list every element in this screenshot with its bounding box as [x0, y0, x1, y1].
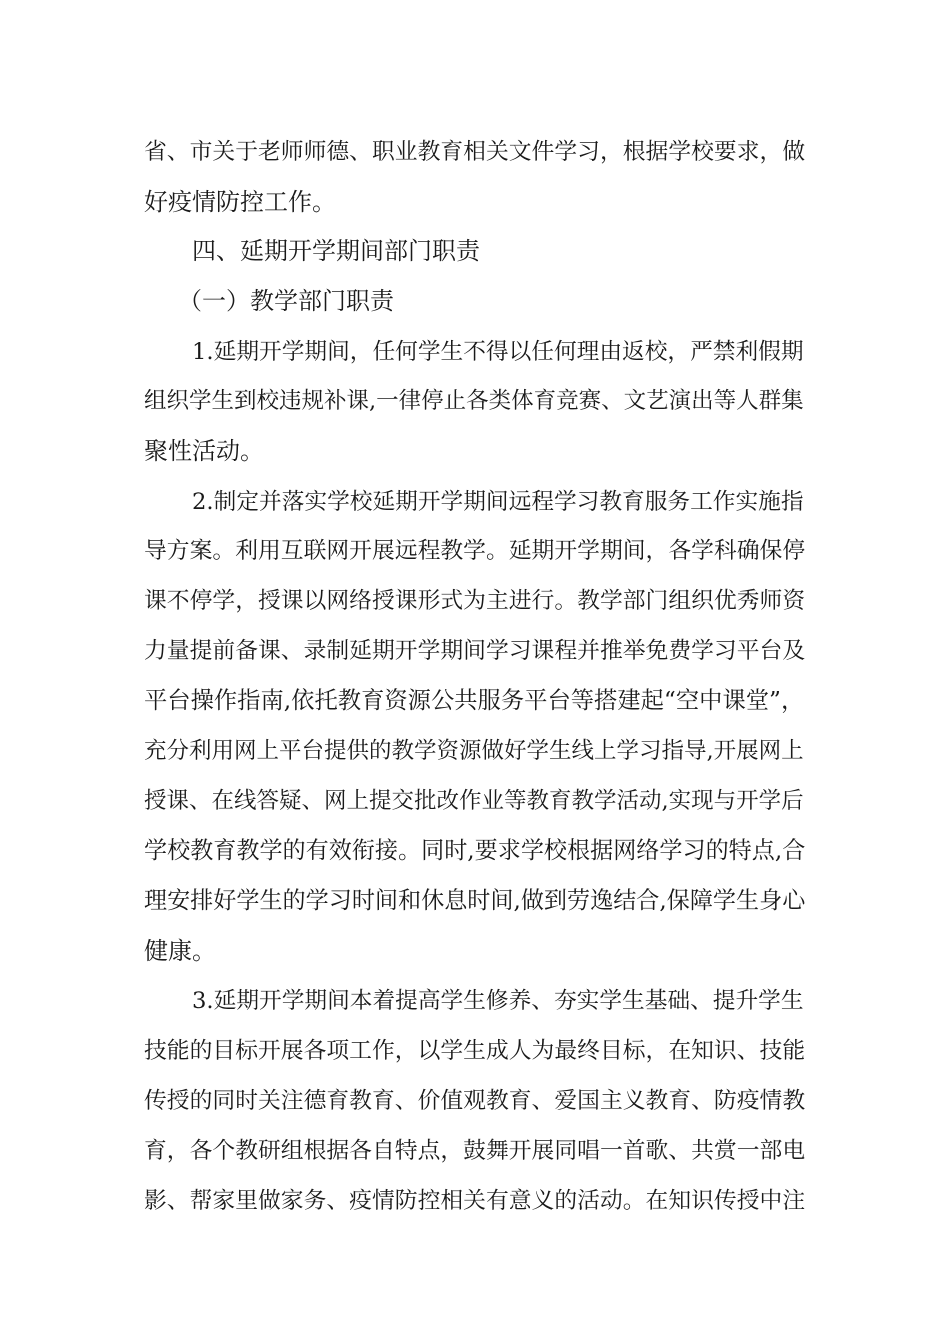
text-line: 学校教育教学的有效衔接。同时,要求学校根据网络学习的特点,合 — [144, 838, 806, 864]
section-heading: 四、延期开学期间部门职责 — [192, 237, 480, 265]
text-line: 聚性活动。 — [144, 437, 264, 465]
text-line: 影、帮家里做家务、疫情防控相关有意义的活动。在知识传授中注 — [144, 1188, 806, 1214]
text-line: 1.延期开学期间，任何学生不得以任何理由返校，严禁利假期 — [192, 339, 804, 365]
subsection-heading: （一）教学部门职责 — [178, 287, 394, 315]
text-line: 2.制定并落实学校延期开学期间远程学习教育服务工作实施指 — [192, 489, 804, 515]
text-line: 组织学生到校违规补课,一律停止各类体育竞赛、文艺演出等人群集 — [144, 388, 804, 414]
text-line: 充分利用网上平台提供的教学资源做好学生线上学习指导,开展网上 — [144, 738, 804, 764]
text-line: 平台操作指南,依托教育资源公共服务平台等搭建起“空中课堂”， — [144, 687, 805, 714]
text-line: 省、市关于老师师德、职业教育相关文件学习，根据学校要求，做 — [144, 139, 806, 165]
text-line: 好疫情防控工作。 — [144, 188, 336, 216]
text-line: 3.延期开学期间本着提高学生修养、夯实学生基础、提升学生 — [192, 988, 804, 1014]
text-line: 健康。 — [144, 937, 216, 965]
text-line: 导方案。利用互联网开展远程教学。延期开学期间，各学科确保停 — [144, 538, 806, 564]
text-line: 技能的目标开展各项工作，以学生成人为最终目标，在知识、技能 — [144, 1038, 806, 1064]
text-line: 力量提前备课、录制延期开学期间学习课程并推举免费学习平台及 — [144, 638, 806, 664]
text-line: 课不停学，授课以网络授课形式为主进行。教学部门组织优秀师资 — [144, 588, 806, 614]
text-line: 传授的同时关注德育教育、价值观教育、爱国主义教育、防疫情教 — [144, 1088, 806, 1114]
text-line: 授课、在线答疑、网上提交批改作业等教育教学活动,实现与开学后 — [144, 788, 804, 814]
text-line: 育，各个教研组根据各自特点，鼓舞开展同唱一首歌、共赏一部电 — [144, 1138, 806, 1164]
text-line: 理安排好学生的学习时间和休息时间,做到劳逸结合,保障学生身心 — [144, 888, 806, 914]
